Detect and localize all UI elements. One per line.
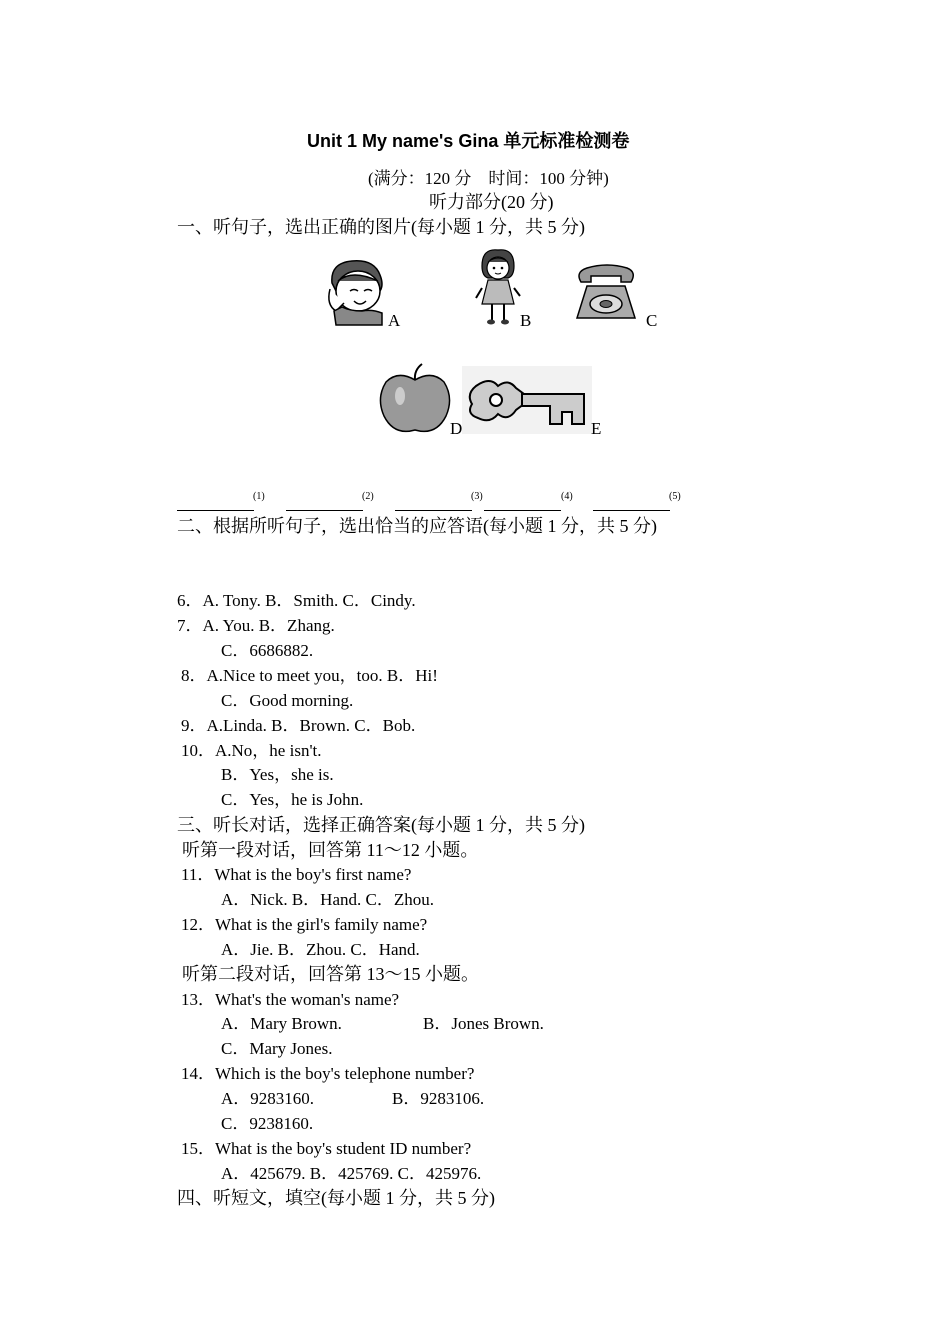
picture-label-d: D	[450, 419, 463, 438]
question-14-option-b: B．9283106.	[392, 1089, 485, 1108]
question-7: 7．A. You. B．Zhang.	[177, 616, 335, 635]
section-2-heading: 二、根据所听句子，选出恰当的应答语(每小题 1 分，共 5 分)	[177, 516, 657, 536]
key-picture	[462, 366, 592, 434]
blank-number-4: (4)	[561, 491, 573, 502]
listening-part-title: 听力部分(20 分)	[429, 192, 554, 212]
telephone-picture	[573, 264, 639, 324]
blank-number-1: (1)	[253, 491, 265, 502]
question-11: 11．What is the boy's first name?	[181, 865, 412, 884]
dialogue-2-instruction: 听第二段对话，回答第 13～15 小题。	[182, 964, 479, 984]
question-14-option-a: A．9283160.	[221, 1089, 315, 1108]
picture-label-e: E	[591, 419, 602, 438]
question-7-option-c: C．6686882.	[221, 641, 314, 660]
answer-blank-3[interactable]	[395, 510, 472, 511]
question-13-option-c: C．Mary Jones.	[221, 1039, 333, 1058]
question-13: 13．What's the woman's name?	[181, 990, 400, 1009]
boy-picture	[322, 255, 392, 327]
answer-blank-1[interactable]	[177, 510, 254, 511]
blank-number-3: (3)	[471, 491, 483, 502]
question-10: 10．A.No，he isn't.	[181, 741, 322, 760]
question-14-option-c: C．9238160.	[221, 1114, 314, 1133]
question-12-options: A．Jie. B．Zhou. C．Hand.	[221, 940, 420, 959]
question-8: 8．A.Nice to meet you，too. B．Hi!	[181, 666, 438, 685]
girl-picture	[474, 248, 524, 328]
exam-meta: (满分：120 分 时间：100 分钟)	[368, 169, 609, 188]
section-3-heading: 三、听长对话，选择正确答案(每小题 1 分，共 5 分)	[177, 815, 585, 835]
answer-blank-4[interactable]	[484, 510, 561, 511]
section-4-heading: 四、听短文，填空(每小题 1 分，共 5 分)	[177, 1188, 495, 1208]
picture-label-a: A	[388, 311, 401, 330]
question-15-options: A．425679. B．425769. C．425976.	[221, 1164, 482, 1183]
picture-label-b: B	[520, 311, 532, 330]
question-12: 12．What is the girl's family name?	[181, 915, 428, 934]
question-10-option-b: B．Yes，she is.	[221, 765, 334, 784]
blank-number-2: (2)	[362, 491, 374, 502]
section-1-heading: 一、听句子，选出正确的图片(每小题 1 分，共 5 分)	[177, 217, 585, 237]
question-10-option-c: C．Yes，he is John.	[221, 790, 364, 809]
question-14: 14．Which is the boy's telephone number?	[181, 1064, 475, 1083]
picture-label-c: C	[646, 311, 658, 330]
question-13-option-a: A．Mary Brown.	[221, 1014, 342, 1033]
question-15: 15．What is the boy's student ID number?	[181, 1139, 472, 1158]
dialogue-1-instruction: 听第一段对话，回答第 11～12 小题。	[182, 840, 479, 860]
answer-blank-2[interactable]	[286, 510, 363, 511]
question-9: 9．A.Linda. B．Brown. C．Bob.	[181, 716, 416, 735]
question-6: 6．A. Tony. B．Smith. C．Cindy.	[177, 591, 416, 610]
apple-picture	[378, 362, 452, 436]
blank-number-5: (5)	[669, 491, 681, 502]
page-title: Unit 1 My name's Gina 单元标准检测卷	[307, 131, 630, 151]
question-11-options: A．Nick. B．Hand. C．Zhou.	[221, 890, 434, 909]
answer-blank-5[interactable]	[593, 510, 670, 511]
question-8-option-c: C．Good morning.	[221, 691, 354, 710]
question-13-option-b: B．Jones Brown.	[423, 1014, 544, 1033]
